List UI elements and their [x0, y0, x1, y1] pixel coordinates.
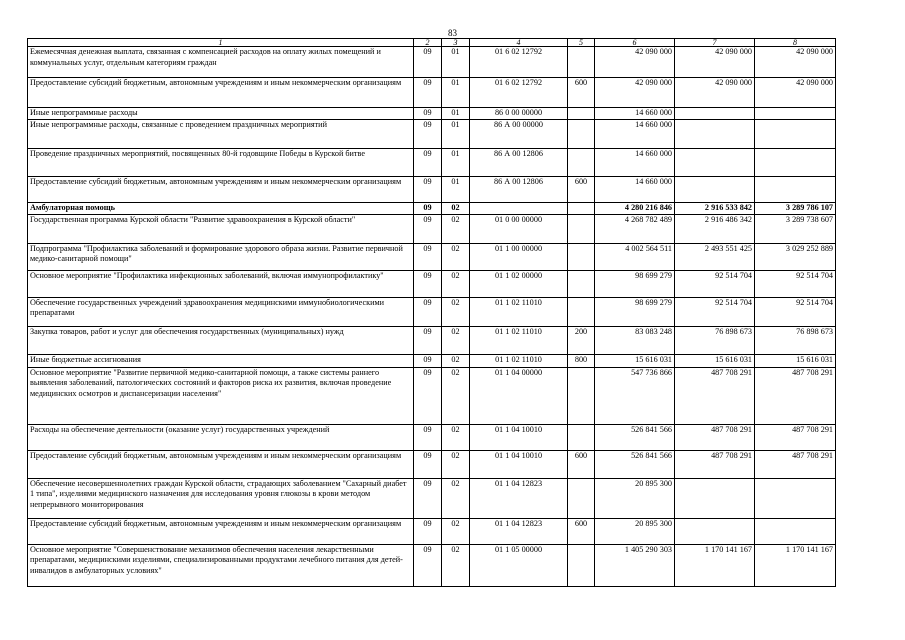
table-row [28, 424, 836, 450]
section-code: 09 [414, 450, 442, 478]
item-name: Проведение праздничных мероприятий, посвященных 80-й годовщине Победы в Курской битве [28, 149, 414, 177]
table-row [28, 518, 836, 544]
amount-year-3 [755, 149, 836, 177]
amount-year-3 [755, 120, 836, 149]
amount-year-3 [755, 177, 836, 203]
amount-year-1: 14 660 000 [595, 120, 675, 149]
column-number: 6 [595, 39, 675, 47]
section-code: 09 [414, 108, 442, 120]
amount-year-3: 487 708 291 [755, 424, 836, 450]
section-code: 09 [414, 47, 442, 78]
column-number: 7 [675, 39, 755, 47]
amount-year-3: 92 514 704 [755, 297, 836, 326]
amount-year-2: 487 708 291 [675, 424, 755, 450]
table-row [28, 354, 836, 367]
section-code: 09 [414, 203, 442, 215]
expense-type-code [568, 297, 595, 326]
expense-type-code [568, 424, 595, 450]
subsection-code: 02 [442, 424, 470, 450]
amount-year-2 [675, 518, 755, 544]
section-code: 09 [414, 544, 442, 586]
expense-type-code [568, 478, 595, 518]
target-article-code: 01 6 02 12792 [470, 78, 568, 108]
amount-year-1: 42 090 000 [595, 47, 675, 78]
expense-type-code [568, 203, 595, 215]
expense-type-code: 600 [568, 518, 595, 544]
subsection-code: 01 [442, 108, 470, 120]
amount-year-1: 42 090 000 [595, 78, 675, 108]
column-number: 1 [28, 39, 414, 47]
expense-type-code [568, 214, 595, 243]
table-row [28, 177, 836, 203]
column-number: 8 [755, 39, 836, 47]
amount-year-3: 3 289 738 607 [755, 214, 836, 243]
table-row [28, 47, 836, 78]
amount-year-1: 547 736 866 [595, 367, 675, 424]
section-code: 09 [414, 424, 442, 450]
amount-year-3: 15 616 031 [755, 354, 836, 367]
target-article-code: 01 0 00 00000 [470, 214, 568, 243]
item-name: Иные непрограммные расходы [28, 108, 414, 120]
amount-year-3: 92 514 704 [755, 270, 836, 297]
subsection-code: 02 [442, 478, 470, 518]
item-name: Государственная программа Курской области "Развитие здравоохранения в Курской области" [28, 214, 414, 243]
target-article-code: 01 1 04 12823 [470, 518, 568, 544]
subsection-code: 02 [442, 450, 470, 478]
section-code: 09 [414, 243, 442, 270]
table-row [28, 544, 836, 586]
page-number: 83 [448, 28, 457, 38]
amount-year-3: 42 090 000 [755, 78, 836, 108]
item-name: Основное мероприятие "Профилактика инфекционных заболеваний, включая иммунопрофилактику" [28, 270, 414, 297]
table-row [28, 450, 836, 478]
target-article-code: 01 1 02 00000 [470, 270, 568, 297]
amount-year-1: 20 895 300 [595, 478, 675, 518]
expense-type-code: 600 [568, 450, 595, 478]
item-name: Предоставление субсидий бюджетным, автономным учреждениям и иным некоммерческим организациям [28, 450, 414, 478]
table-row [28, 326, 836, 354]
target-article-code [470, 203, 568, 215]
amount-year-2: 15 616 031 [675, 354, 755, 367]
amount-year-2: 487 708 291 [675, 367, 755, 424]
amount-year-2 [675, 108, 755, 120]
subsection-code: 02 [442, 297, 470, 326]
item-name: Иные бюджетные ассигнования [28, 354, 414, 367]
amount-year-1: 83 083 248 [595, 326, 675, 354]
subsection-code: 02 [442, 326, 470, 354]
amount-year-2: 2 916 533 842 [675, 203, 755, 215]
amount-year-3: 76 898 673 [755, 326, 836, 354]
table-row [28, 78, 836, 108]
amount-year-3: 3 289 786 107 [755, 203, 836, 215]
section-code: 09 [414, 367, 442, 424]
amount-year-2 [675, 478, 755, 518]
amount-year-2 [675, 149, 755, 177]
section-code: 09 [414, 214, 442, 243]
target-article-code: 86 А 00 12806 [470, 177, 568, 203]
expense-type-code [568, 544, 595, 586]
table-row [28, 214, 836, 243]
subsection-code: 02 [442, 270, 470, 297]
subsection-code: 01 [442, 47, 470, 78]
expense-type-code [568, 108, 595, 120]
amount-year-1: 15 616 031 [595, 354, 675, 367]
item-name: Предоставление субсидий бюджетным, автономным учреждениям и иным некоммерческим организациям [28, 518, 414, 544]
subsection-code: 01 [442, 120, 470, 149]
target-article-code: 01 1 00 00000 [470, 243, 568, 270]
target-article-code: 01 1 04 10010 [470, 450, 568, 478]
amount-year-3 [755, 108, 836, 120]
section-code: 09 [414, 78, 442, 108]
table-row [28, 149, 836, 177]
amount-year-2: 487 708 291 [675, 450, 755, 478]
target-article-code: 01 1 04 00000 [470, 367, 568, 424]
section-code: 09 [414, 518, 442, 544]
amount-year-1: 4 002 564 511 [595, 243, 675, 270]
subsection-code: 02 [442, 518, 470, 544]
amount-year-2 [675, 120, 755, 149]
section-code: 09 [414, 326, 442, 354]
amount-year-2 [675, 177, 755, 203]
item-name: Закупка товаров, работ и услуг для обеспечения государственных (муниципальных) нужд [28, 326, 414, 354]
expense-type-code [568, 367, 595, 424]
table-row [28, 478, 836, 518]
subsection-code: 02 [442, 367, 470, 424]
target-article-code: 01 1 04 12823 [470, 478, 568, 518]
subsection-code: 02 [442, 203, 470, 215]
target-article-code: 01 1 04 10010 [470, 424, 568, 450]
table-row [28, 108, 836, 120]
subsection-code: 01 [442, 177, 470, 203]
amount-year-1: 4 268 782 489 [595, 214, 675, 243]
amount-year-1: 20 895 300 [595, 518, 675, 544]
subsection-code: 02 [442, 214, 470, 243]
table-row [28, 203, 836, 215]
table-row [28, 367, 836, 424]
expense-type-code: 600 [568, 78, 595, 108]
target-article-code: 86 А 00 12806 [470, 149, 568, 177]
amount-year-3: 1 170 141 167 [755, 544, 836, 586]
column-number: 4 [470, 39, 568, 47]
section-code: 09 [414, 478, 442, 518]
section-code: 09 [414, 270, 442, 297]
amount-year-3: 487 708 291 [755, 367, 836, 424]
amount-year-1: 14 660 000 [595, 108, 675, 120]
item-name: Обеспечение несовершеннолетних граждан Курской области, страдающих заболеванием "Сахарный диабет 1 типа", изделиями медицинского назначения для исследования уровня глюкозы в крови методом непрерывного мониторирования [28, 478, 414, 518]
column-number: 3 [442, 39, 470, 47]
target-article-code: 86 0 00 00000 [470, 108, 568, 120]
target-article-code: 01 1 02 11010 [470, 326, 568, 354]
expense-type-code [568, 243, 595, 270]
target-article-code: 01 1 02 11010 [470, 354, 568, 367]
section-code: 09 [414, 177, 442, 203]
amount-year-2: 2 493 551 425 [675, 243, 755, 270]
target-article-code: 86 А 00 00000 [470, 120, 568, 149]
amount-year-1: 98 699 279 [595, 297, 675, 326]
column-number: 5 [568, 39, 595, 47]
expense-type-code [568, 47, 595, 78]
amount-year-1: 1 405 290 303 [595, 544, 675, 586]
amount-year-2: 76 898 673 [675, 326, 755, 354]
subsection-code: 02 [442, 354, 470, 367]
item-name: Ежемесячная денежная выплата, связанная с компенсацией расходов на оплату жилых помещений и коммунальных услуг, отдельным категориям граждан [28, 47, 414, 78]
table-row [28, 297, 836, 326]
item-name: Предоставление субсидий бюджетным, автономным учреждениям и иным некоммерческим организациям [28, 78, 414, 108]
expense-type-code: 200 [568, 326, 595, 354]
amount-year-2: 92 514 704 [675, 297, 755, 326]
amount-year-3 [755, 518, 836, 544]
item-name: Обеспечение государственных учреждений здравоохранения медицинскими иммунобиологическими препаратами [28, 297, 414, 326]
subsection-code: 01 [442, 78, 470, 108]
subsection-code: 02 [442, 243, 470, 270]
item-name: Расходы на обеспечение деятельности (оказание услуг) государственных учреждений [28, 424, 414, 450]
expense-type-code [568, 149, 595, 177]
section-code: 09 [414, 120, 442, 149]
target-article-code: 01 6 02 12792 [470, 47, 568, 78]
amount-year-2: 42 090 000 [675, 78, 755, 108]
item-name: Подпрограмма "Профилактика заболеваний и формирование здорового образа жизни. Развитие первичной медико-санитарной помощи" [28, 243, 414, 270]
amount-year-2: 1 170 141 167 [675, 544, 755, 586]
table-row [28, 270, 836, 297]
amount-year-1: 526 841 566 [595, 450, 675, 478]
item-name: Предоставление субсидий бюджетным, автономным учреждениям и иным некоммерческим организациям [28, 177, 414, 203]
column-number-row [28, 39, 836, 47]
amount-year-3: 42 090 000 [755, 47, 836, 78]
item-name: Основное мероприятие "Совершенствование механизмов обеспечения населения лекарственными препаратами, медицинскими изделиями, специализированными продуктами лечебного питания для детей-инвалидов в амбулаторных условиях" [28, 544, 414, 586]
budget-table [27, 38, 836, 587]
amount-year-2: 42 090 000 [675, 47, 755, 78]
section-code: 09 [414, 354, 442, 367]
expense-type-code [568, 270, 595, 297]
item-name: Иные непрограммные расходы, связанные с проведением праздничных мероприятий [28, 120, 414, 149]
amount-year-1: 98 699 279 [595, 270, 675, 297]
section-code: 09 [414, 297, 442, 326]
amount-year-3 [755, 478, 836, 518]
expense-type-code: 600 [568, 177, 595, 203]
target-article-code: 01 1 02 11010 [470, 297, 568, 326]
target-article-code: 01 1 05 00000 [470, 544, 568, 586]
amount-year-1: 14 660 000 [595, 149, 675, 177]
section-code: 09 [414, 149, 442, 177]
amount-year-1: 526 841 566 [595, 424, 675, 450]
amount-year-3: 487 708 291 [755, 450, 836, 478]
expense-type-code: 800 [568, 354, 595, 367]
amount-year-2: 92 514 704 [675, 270, 755, 297]
table-body [28, 39, 836, 587]
amount-year-2: 2 916 486 342 [675, 214, 755, 243]
expense-type-code [568, 120, 595, 149]
subsection-code: 02 [442, 544, 470, 586]
subsection-code: 01 [442, 149, 470, 177]
column-number: 2 [414, 39, 442, 47]
amount-year-3: 3 029 252 889 [755, 243, 836, 270]
table-row [28, 243, 836, 270]
item-name: Амбулаторная помощь [28, 203, 414, 215]
item-name: Основное мероприятие "Развитие первичной медико-санитарной помощи, а также системы раннего выявления заболеваний, патологических состояний и факторов риска их развития, включая проведение медицинских осмотров и диспансеризации населения" [28, 367, 414, 424]
amount-year-1: 14 660 000 [595, 177, 675, 203]
amount-year-1: 4 280 216 846 [595, 203, 675, 215]
table-row [28, 120, 836, 149]
